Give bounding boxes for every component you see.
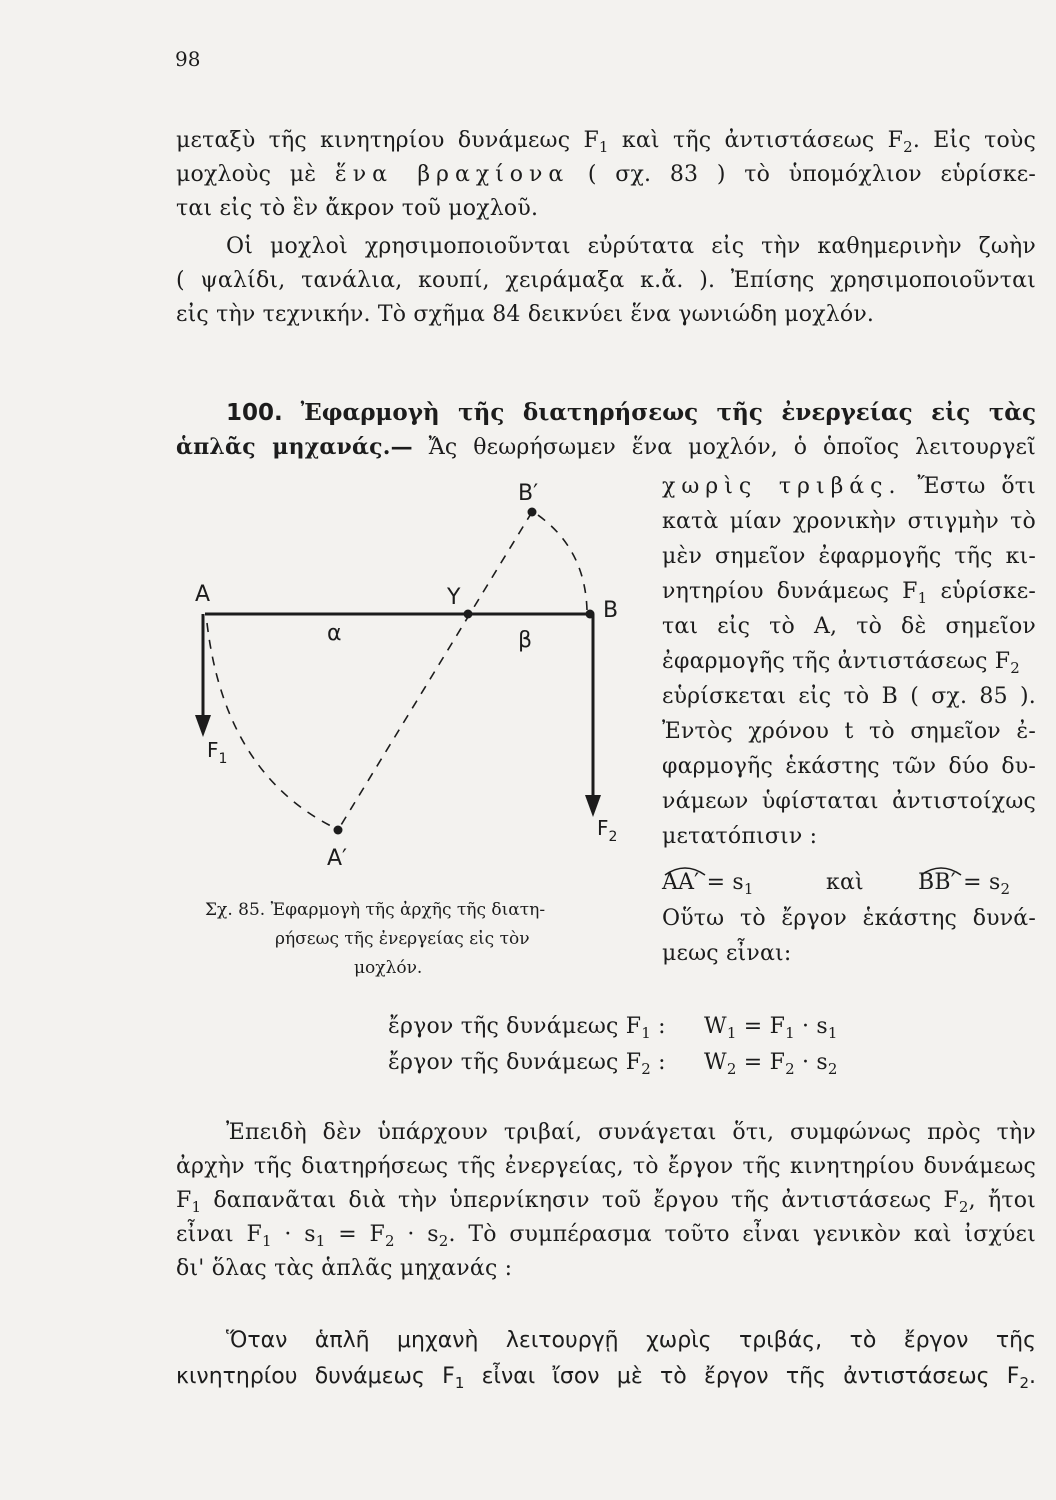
- right-col-line6: ἐφαρμογῆς τῆς ἀντιστάσεως $F_2$: [662, 649, 1021, 677]
- arc-equation-and: καὶ: [826, 870, 864, 895]
- work-row1-formula: $W_1 = F_1 \cdot s_1$: [704, 1014, 838, 1042]
- section-title-1: Ἐφαρμογὴ τῆς διατηρήσεως τῆς ἐνεργείας εἰς τὰς: [300, 399, 1037, 426]
- para3-line1: Ἐπειδὴ δὲν ὑπάρχουν τριβαί, συνάγεται ὅτι, συμφώνως πρὸς τὴν: [226, 1120, 1036, 1145]
- right-col-line11: μετατόπισιν :: [662, 824, 818, 849]
- right-col-line9: φαρμογῆς ἑκάστης τῶν δύο δυ-: [662, 754, 1036, 779]
- conclusion-line2: κινητηρίου δυνάμεως $F_1$ εἶναι ἴσον μὲ τὸ ἔργον τῆς ἀντιστάσεως $F_2$.: [176, 1364, 1036, 1392]
- label-b-prime: B′: [518, 481, 539, 506]
- point-b-prime: [528, 508, 537, 517]
- right-col-line5: ται εἰς τὸ Α, τὸ δὲ σημεῖον: [662, 614, 1036, 639]
- figure-caption-3: μοχλόν.: [354, 958, 423, 978]
- label-b: B: [603, 598, 619, 623]
- label-f1: $F_1$: [207, 738, 228, 767]
- right-col-line2: κατὰ μίαν χρονικὴν στιγμὴν τὸ: [662, 509, 1036, 534]
- label-y: Y: [447, 585, 461, 610]
- arc-bb-prime: [535, 513, 587, 610]
- conclusion-line1: Ὅταν ἁπλῆ μηχανὴ λειτουργῇ χωρὶς τριβάς, τὸ ἔργον τῆς: [226, 1328, 1036, 1353]
- lever-figure: [185, 465, 645, 875]
- right-col-line3: μὲν σημεῖον ἐφαρμογῆς τῆς κι-: [662, 544, 1036, 569]
- section-heading: [226, 398, 1036, 428]
- figure-caption-1: Σχ. 85. Ἐφαρμογὴ τῆς ἀρχῆς τῆς διατη-: [205, 900, 546, 920]
- para1-line1: μεταξὺ τῆς κινητηρίου δυνάμεως $F_1$ καὶ τῆς ἀντιστάσεως $F_2$. Εἰς τοὺς: [176, 128, 1037, 156]
- label-alpha: α: [327, 621, 342, 646]
- arc-equation-left: $AA' = s_1$: [662, 870, 754, 898]
- label-a: A: [195, 582, 211, 607]
- para3-line4: εἶναι $F_1 \cdot s_1 = F_2 \cdot s_2$. Τὸ συμπέρασμα τοῦτο εἶναι γενικὸν καὶ ἰσχύει: [176, 1222, 1036, 1250]
- para2-line3: εἰς τὴν τεχνικήν. Τὸ σχῆμα 84 δεικνύει ἕνα γωνιώδη μοχλόν.: [176, 302, 875, 327]
- para1-line2: μοχλοὺς μὲ ἕνα βραχίονα ( σχ. 83 ) τὸ ὑπομόχλιον εὑρίσκε-: [176, 162, 1036, 187]
- fulcrum-point: [464, 610, 473, 619]
- force-f2-arrowhead: [585, 795, 601, 817]
- right-col-line7: εὑρίσκεται εἰς τὸ Β ( σχ. 85 ).: [662, 684, 1036, 709]
- right-col-line10: νάμεων ὑφίσταται ἀντιστοίχως: [662, 789, 1036, 814]
- rotated-lever-dashed: [338, 512, 532, 830]
- section-intro: ἁπλᾶς μηχανάς.— Ἄς θεωρήσωμεν ἕνα μοχλόν, ὁ ὁποῖος λειτουργεῖ: [176, 434, 1036, 460]
- label-f2: $F_2$: [597, 816, 618, 845]
- right-col-line8: Ἐντὸς χρόνου t τὸ σημεῖον ἐ-: [662, 719, 1036, 744]
- para3-line2: ἀρχὴν τῆς διατηρήσεως τῆς ἐνεργείας, τὸ ἔργον τῆς κινητηρίου δυνάμεως: [176, 1154, 1036, 1179]
- arc-over-bb: [918, 864, 964, 876]
- para2-line1: Οἱ μοχλοὶ χρησιμοποιοῦνται εὐρύτατα εἰς τὴν καθημερινὴν ζωὴν: [226, 234, 1036, 259]
- page-number: 98: [175, 47, 201, 71]
- work-row1-label: ἔργον τῆς δυνάμεως $F_1$ :: [388, 1014, 666, 1042]
- force-f1-arrowhead: [195, 715, 211, 737]
- para3-line5: δι' ὅλας τὰς ἁπλᾶς μηχανάς :: [176, 1256, 513, 1281]
- label-beta: β: [518, 628, 533, 653]
- arc-equation-right: $BB' = s_2$: [918, 870, 1011, 898]
- work-row2-label: ἔργον τῆς δυνάμεως $F_2$ :: [388, 1050, 666, 1078]
- right-col-line4: νητηρίου δυνάμεως $F_1$ εὑρίσκε-: [662, 579, 1036, 607]
- para1-line3: ται εἰς τὸ ἓν ἄκρον τοῦ μοχλοῦ.: [176, 196, 539, 221]
- para2-line2: ( ψαλίδι, τανάλια, κουπί, χειράμαξα κ.ἄ. ). Ἐπίσης χρησιμοποιοῦνται: [176, 268, 1036, 293]
- section-number: 100.: [226, 400, 283, 426]
- right-col-line13: μεως εἶναι:: [662, 941, 792, 966]
- point-a-prime: [334, 826, 343, 835]
- para3-line3: $F_1$ δαπανᾶται διὰ τὴν ὑπερνίκησιν τοῦ ἔργου τῆς ἀντιστάσεως $F_2$, ἤτοι: [176, 1188, 1036, 1216]
- arc-over-aa: [662, 864, 708, 876]
- label-a-prime: A′: [327, 846, 348, 871]
- section-title-2: ἁπλᾶς μηχανάς.—: [176, 434, 413, 460]
- work-row2-formula: $W_2 = F_2 \cdot s_2$: [704, 1050, 838, 1078]
- point-b: [586, 610, 595, 619]
- figure-caption-2: ρήσεως τῆς ἐνεργείας εἰς τὸν: [275, 929, 530, 949]
- arc-aa-prime: [207, 623, 337, 829]
- right-col-line1: χωρὶς τριβάς. Ἔστω ὅτι: [662, 474, 1037, 499]
- right-col-line12: Οὕτω τὸ ἔργον ἑκάστης δυνά-: [662, 906, 1036, 931]
